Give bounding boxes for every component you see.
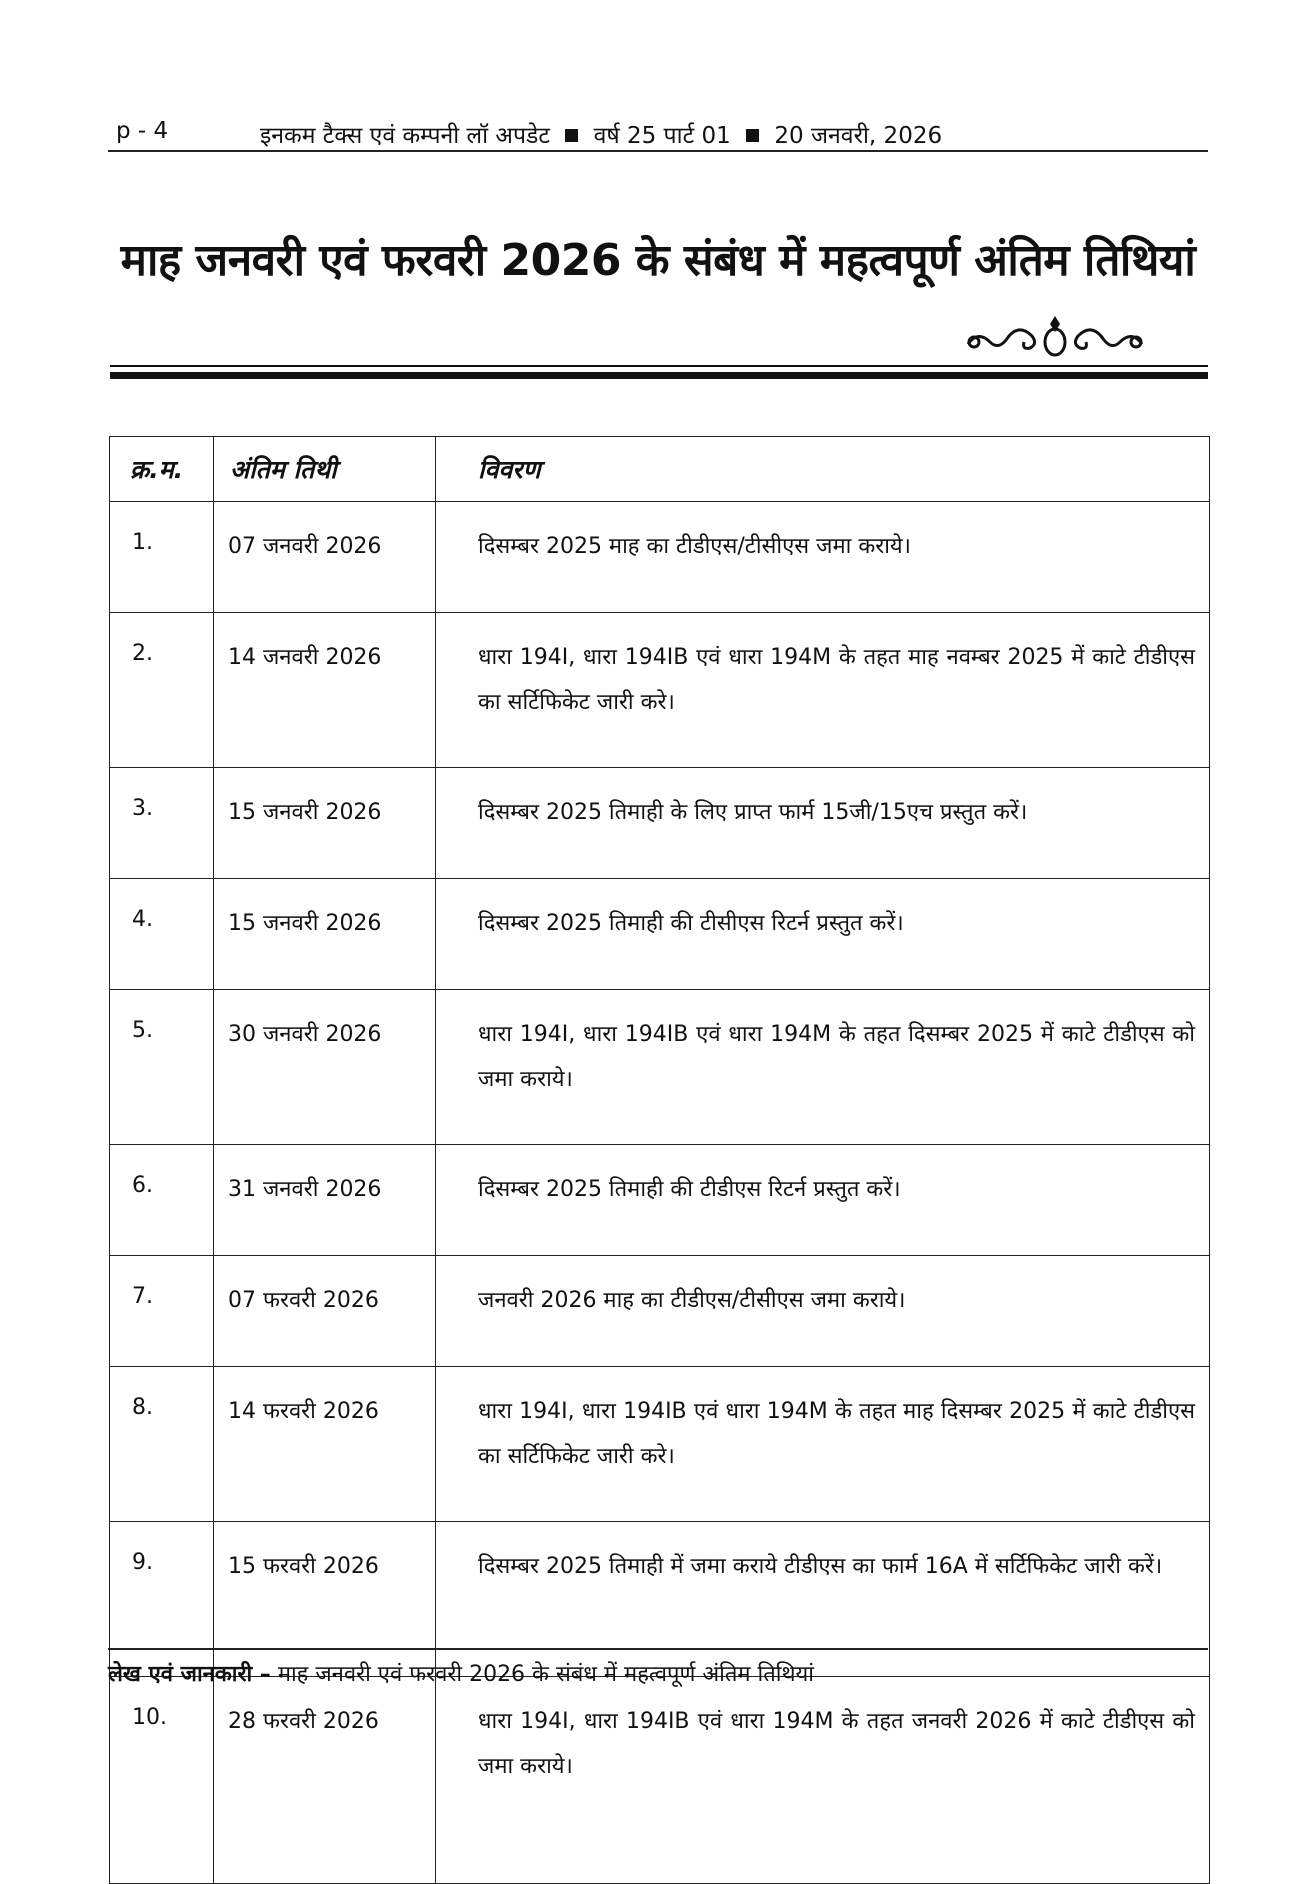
description: धारा 194I, धारा 194IB एवं धारा 194M के तहत दिसम्बर 2025 में काटे टीडीएस को जमा कराये। [436,990,1210,1145]
serial-no: 4. [110,879,214,990]
square-bullet-icon [746,129,759,142]
table-row [110,1145,1210,1256]
description: धारा 194I, धारा 194IB एवं धारा 194M के तहत जनवरी 2026 में काटे टीडीएस को जमा कराये। [436,1677,1210,1884]
header-deadline: अंतिम तिथी [214,437,436,502]
serial-no: 7. [110,1256,214,1367]
footer-text: माह जनवरी एवं फरवरी 2026 के संबंध में महत्वपूर्ण अंतिम तिथियां [277,1662,814,1687]
header-description: विवरण [436,437,1210,502]
table-row [110,1256,1210,1367]
table-row [110,1677,1210,1884]
serial-no: 10. [110,1677,214,1884]
volume-info: वर्ष 25 पार्ट 01 [593,123,731,149]
description: दिसम्बर 2025 तिमाही में जमा कराये टीडीएस का फार्म 16A में सर्टिफिकेट जारी करें। [436,1522,1210,1677]
description: धारा 194I, धारा 194IB एवं धारा 194M के तहत माह दिसम्बर 2025 में काटे टीडीएस का सर्टिफिकेट जारी करे। [436,1367,1210,1522]
serial-no: 1. [110,502,214,613]
table-header-row [110,437,1210,502]
serial-no: 8. [110,1367,214,1522]
footer-rule [108,1648,1208,1650]
deadline-date: 15 जनवरी 2026 [214,768,436,879]
deadline-date: 14 जनवरी 2026 [214,613,436,768]
table-row [110,1367,1210,1522]
page-footer [108,1658,814,1688]
table-row [110,879,1210,990]
page-title: माह जनवरी एवं फरवरी 2026 के संबंध में महत्वपूर्ण अंतिम तिथियां [120,235,1196,286]
footer-section-label: लेख एवं जानकारी – [108,1662,271,1687]
table-row [110,613,1210,768]
issue-date: 20 जनवरी, 2026 [774,123,943,149]
page-number: p - 4 [116,118,169,144]
deadline-date: 31 जनवरी 2026 [214,1145,436,1256]
serial-no: 3. [110,768,214,879]
title-rule-thick [110,372,1208,379]
serial-no: 9. [110,1522,214,1677]
description: दिसम्बर 2025 तिमाही की टीडीएस रिटर्न प्रस्तुत करें। [436,1145,1210,1256]
description: धारा 194I, धारा 194IB एवं धारा 194M के तहत माह नवम्बर 2025 में काटे टीडीएस का सर्टिफिकेट जारी करे। [436,613,1210,768]
publication-line [260,118,942,150]
table-row [110,1522,1210,1677]
running-header [108,110,1208,152]
table-row [110,502,1210,613]
description: दिसम्बर 2025 माह का टीडीएस/टीसीएस जमा कराये। [436,502,1210,613]
serial-no: 5. [110,990,214,1145]
header-serial-no: क्र.म. [110,437,214,502]
square-bullet-icon [565,129,578,142]
deadline-date: 14 फरवरी 2026 [214,1367,436,1522]
table-row [110,990,1210,1145]
serial-no: 2. [110,613,214,768]
deadline-date: 28 फरवरी 2026 [214,1677,436,1884]
deadline-date: 30 जनवरी 2026 [214,990,436,1145]
deadline-date: 15 जनवरी 2026 [214,879,436,990]
title-rule-thin [110,365,1208,367]
deadline-date: 15 फरवरी 2026 [214,1522,436,1677]
serial-no: 6. [110,1145,214,1256]
description: दिसम्बर 2025 तिमाही के लिए प्राप्त फार्म 15जी/15एच प्रस्तुत करें। [436,768,1210,879]
decorative-flourish-icon [960,312,1150,362]
deadline-date: 07 फरवरी 2026 [214,1256,436,1367]
description: जनवरी 2026 माह का टीडीएस/टीसीएस जमा कराये। [436,1256,1210,1367]
publication-name: इनकम टैक्स एवं कम्पनी लॉ अपडेट [260,123,550,149]
table-row [110,768,1210,879]
description: दिसम्बर 2025 तिमाही की टीसीएस रिटर्न प्रस्तुत करें। [436,879,1210,990]
deadline-date: 07 जनवरी 2026 [214,502,436,613]
